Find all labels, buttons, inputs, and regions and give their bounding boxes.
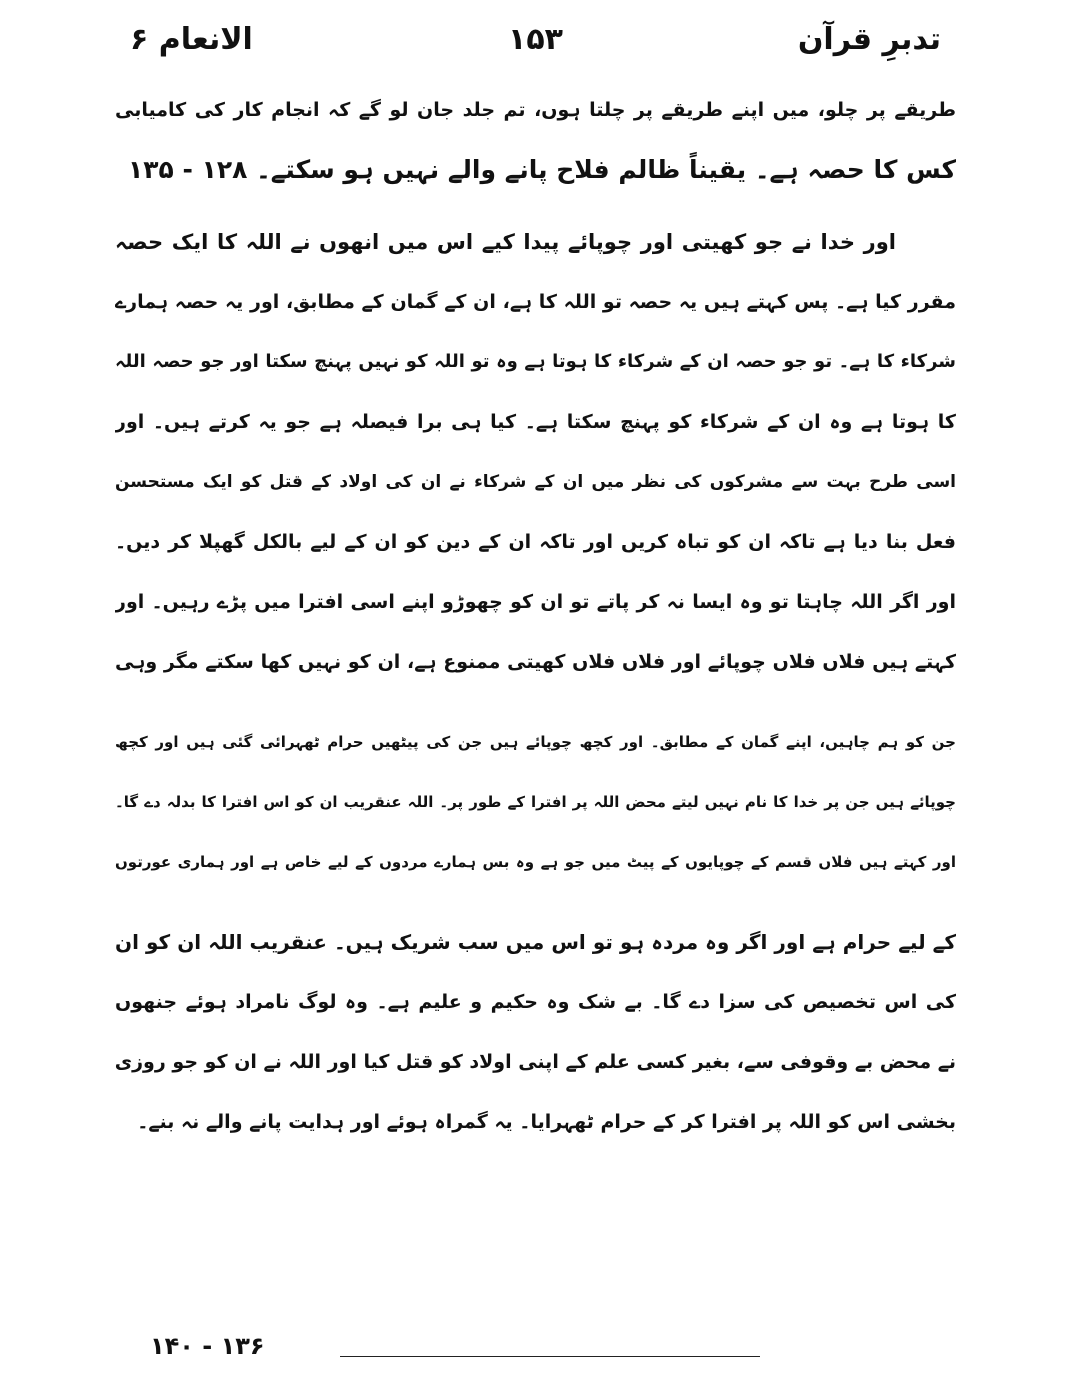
text-line: چوپائے ہیں جن پر خدا کا نام نہیں لیتے محض اللہ پر افترا کے طور پر۔ اللہ عنقریب ان کو اس افترا کا بدلہ دے گا۔	[115, 793, 956, 811]
text-line: اور خدا نے جو کھیتی اور چوپائے پیدا کیے اس میں انھوں نے اللہ کا ایک حصہ	[115, 230, 896, 254]
text-line: نے محض بے وقوفی سے، بغیر کسی علم کے اپنی اولاد کو قتل کیا اور اللہ نے ان کو جو روزی	[115, 1051, 956, 1073]
text-line: شرکاء کا ہے۔ تو جو حصہ ان کے شرکاء کا ہوتا ہے وہ تو اللہ کو نہیں پہنچ سکتا اور جو حصہ اللہ	[115, 351, 956, 372]
text-line: کی اس تخصیص کی سزا دے گا۔ بے شک وہ حکیم و علیم ہے۔ وہ لوگ نامراد ہوئے جنھوں	[115, 991, 956, 1013]
translation-text	[115, 80, 956, 1152]
text-line: کس کا حصہ ہے۔ یقیناً ظالم فلاح پانے والے نہیں ہو سکتے۔ ۱۲۸ - ۱۳۵	[128, 155, 956, 184]
text-line: مقرر کیا ہے۔ پس کہتے ہیں یہ حصہ تو اللہ کا ہے، ان کے گمان کے مطابق، اور یہ حصہ ہمارے	[115, 291, 956, 313]
text-line: کہتے ہیں فلاں فلاں چوپائے اور فلاں فلاں کھیتی ممنوع ہے، ان کو نہیں کھا سکتے مگر وہی	[115, 651, 956, 673]
text-line: اور کہتے ہیں فلاں قسم کے چوپایوں کے پیٹ میں جو ہے وہ بس ہمارے مردوں کے لیے خاص ہے اور ہماری عورتوں	[115, 853, 956, 871]
text-line: کے لیے حرام ہے اور اگر وہ مردہ ہو تو اس میں سب شریک ہیں۔ عنقریب اللہ ان کو ان	[115, 930, 956, 954]
footer-divider	[340, 1356, 760, 1357]
text-line: کا ہوتا ہے وہ ان کے شرکاء کو پہنچ سکتا ہے۔ کیا ہی برا فیصلہ ہے جو یہ کرتے ہیں۔ اور	[115, 411, 956, 433]
text-line: بخشی اس کو اللہ پر افترا کر کے حرام ٹھہرایا۔ یہ گمراہ ہوئے اور ہدایت پانے والے نہ بنے۔	[137, 1111, 956, 1133]
page-number: ۱۵۳	[508, 22, 563, 57]
surah-name: الانعام ۶	[130, 22, 253, 57]
text-line: اسی طرح بہت سے مشرکوں کی نظر میں ان کے شرکاء نے ان کی اولاد کے قتل کو ایک مستحسن	[115, 472, 956, 492]
text-line: فعل بنا دیا ہے تاکہ ان کو تباہ کریں اور تاکہ ان کے دین کو ان کے لیے بالکل گھپلا کر دیں۔	[115, 531, 956, 553]
text-line: طریقے پر چلو، میں اپنے طریقے پر چلتا ہوں، تم جلد جان لو گے کہ انجام کار کی کامیابی	[115, 99, 956, 121]
verse-reference: ۱۴۰ - ۱۳۶	[150, 1332, 265, 1360]
text-line: اور اگر اللہ چاہتا تو وہ ایسا نہ کر پاتے تو ان کو چھوڑو اپنے اسی افترا میں پڑے رہیں۔ اور	[115, 591, 956, 613]
text-line: جن کو ہم چاہیں، اپنے گمان کے مطابق۔ اور کچھ چوپائے ہیں جن کی پیٹھیں حرام ٹھہرائی گئی ہیں اور کچھ	[115, 733, 956, 751]
page-header	[130, 18, 941, 68]
book-title: تدبرِ قرآن	[797, 22, 941, 57]
